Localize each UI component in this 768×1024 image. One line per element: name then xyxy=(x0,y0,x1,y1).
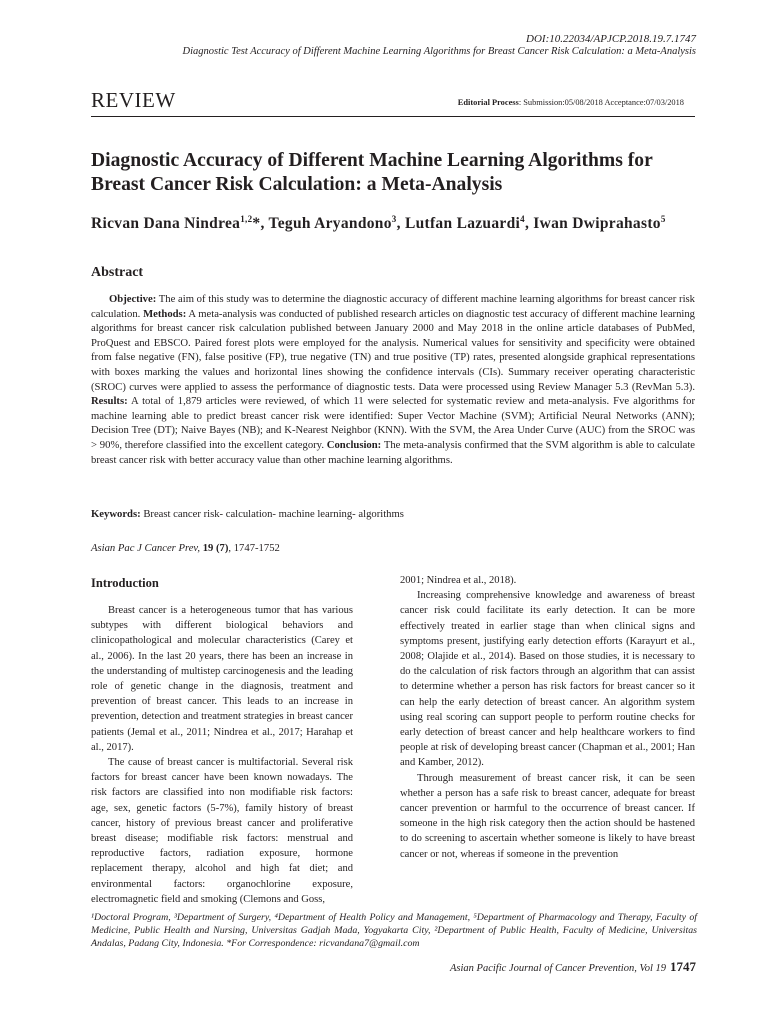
editorial-process xyxy=(458,98,684,107)
paragraph-continued: 2001; Nindrea et al., 2018). xyxy=(400,575,517,586)
author: Teguh Aryandono$^3$, xyxy=(268,214,405,233)
paragraph: Breast cancer is a heterogeneous tumor that has various subtypes with different biological behaviors and clinicopathological and molecular characteristics (Carey et al., 2006). In the last 20 years, there has been an increase in the understanding of multistep carcinogenesis and the leading role of genetic change in the diagnosis, treatment and prevention of breast cancer. This leads to an increase in prevention, detection and treatment strategies in breast cancer patients (Jemal et al., 2011; Nindrea et al., 2017; Harahap et al., 2017). xyxy=(91,605,353,753)
editorial-label: Editorial Process xyxy=(457,98,519,107)
doi: DOI:10.22034/APJCP.2018.19.7.1747 xyxy=(526,33,696,45)
header-rule xyxy=(91,116,695,117)
editorial-dates: : Submission:05/08/2018 Acceptance:07/03/2018 xyxy=(518,98,684,107)
body-column-left xyxy=(91,603,353,907)
page-number: 1747 xyxy=(670,959,696,974)
author: Lutfan Lazuardi$^4$, xyxy=(404,214,534,233)
abstract-heading: Abstract xyxy=(91,265,144,280)
footer-journal: Asian Pacific Journal of Cancer Prevention, Vol 19 xyxy=(450,963,666,974)
author-list xyxy=(91,209,695,234)
abstract-body: Objective: The aim of this study was to determine the diagnostic accuracy of different machine learning algorithms for breast cancer risk calculation. Methods: A meta-analysis was conducted of published research articles on diagnostic test accuracy of different machine learning algorithms for breast cancer risk calculation published between January 2000 and May 2018 in the online article databases of PubMed, ProQuest and EBSCO. Paired forest plots were employed for the analysis. Numerical values for sensitivity and specificity were obtained from false negative (FN), false positive (FP), true negative (TN) and true positive (TP) rates, presented alongside graphical representations with boxes marking the values and horizontal lines showing the confidence intervals (CIs). Summary receiver operating characteristic (SROC) curves were applied to assess the performance of diagnostic tests. Data were processed using Review Manager 5.3 (RevMan 5.3). Results: A total of 1,879 articles were reviewed, of which 11 were selected for systematic review and meta-analysis. Fve algorithms for machine learning able to predict breast cancer risk were identified: Super Vector Machine (SVM); Artificial Neural Networks (ANN); Decision Tree (DT); Naive Bayes (NB); and K-Nearest Neighbor (KNN). With the SVM, the Area Under Curve (AUC) from the SROC was > 90%, therefore classified into the excellent category. Conclusion: The meta-analysis confirmed that the SVM algorithm is able to calculate breast cancer risk with better accuracy value than other machine learning algorithms. xyxy=(91,294,695,466)
paragraph: Increasing comprehensive knowledge and awareness of breast cancer risk could facilitate its early detection. It can be more effectively treated in earlier stage than when clinical signs and symptoms present, justifying early detection efforts (Karayurt et al., 2008; Olajide et al., 2014). Based on those studies, it is necessary to do the calculation of risk factors through an algorithm that can assist to determine whether a person has risk factors for breast cancer so it can help the early detection of breast cancer. An algorithm system using real scoring can support people to perform routine checks for early detection of breast cancer and help healthcare workers to find people at risk of developing breast cancer (Chapman et al., 2001; Han and Kamber, 2012). xyxy=(400,590,695,769)
section-label: REVIEW xyxy=(91,88,176,112)
running-title: Diagnostic Test Accuracy of Different Machine Learning Algorithms for Breast Cancer Risk Calculation: a Meta-Analysis xyxy=(182,46,696,57)
page-footer xyxy=(450,959,696,975)
keywords: Keywords: Breast cancer risk- calculation- machine learning- algorithms xyxy=(91,509,404,520)
introduction-heading: Introduction xyxy=(91,576,159,590)
body-column-right xyxy=(400,573,695,862)
author: Ricvan Dana Nindrea$^{1,2}$*, xyxy=(91,214,269,233)
author: Iwan Dwiprahasto$^5$ xyxy=(533,214,666,233)
affiliations-footnote: ¹Doctoral Program, ³Department of Surgery, ⁴Department of Health Policy and Management, ⁵Department of Pharmacology and Therapy, Faculty of Medicine, Public Health and Nursing, Universitas Gadjah Mada, Yogyakarta City, ²Department of Public Health, Faculty of Medicine, Universitas Andalas, Padang City, Indonesia. *For Correspondence: ricvandana7@gmail.com xyxy=(91,912,697,949)
paragraph: Through measurement of breast cancer risk, it can be seen whether a person has a safe risk to breast cancer, adequate for breast cancer prevention or harmful to the occurrence of breast cancer. If someone in the high risk category then the action should be hastened to do screening to ascertain whether someone is likely to have breast cancer or not, whereas if someone in the prevention xyxy=(400,772,695,860)
paragraph: The cause of breast cancer is multifactorial. Several risk factors for breast cancer have been known nowadays. The risk factors are classified into non modifiable risk factors: age, sex, genetic factors (5-7%), family history of breast cancer, history of previous breast cancer and proliferative breast disease; modifiable risk factors: menstrual and reproductive factors, radiation exposure, hormone replacement therapy, alcohol and high fat diet; and environmental factors: organochlorine exposure, electromagnetic field and smoking (Clemons and Goss, xyxy=(91,757,353,905)
citation: Asian Pac J Cancer Prev, 19 (7), 1747-1752 xyxy=(91,543,280,554)
article-title: Diagnostic Accuracy of Different Machine Learning Algorithms for Breast Cancer Risk Calculation: a Meta-Analysis xyxy=(91,150,653,195)
